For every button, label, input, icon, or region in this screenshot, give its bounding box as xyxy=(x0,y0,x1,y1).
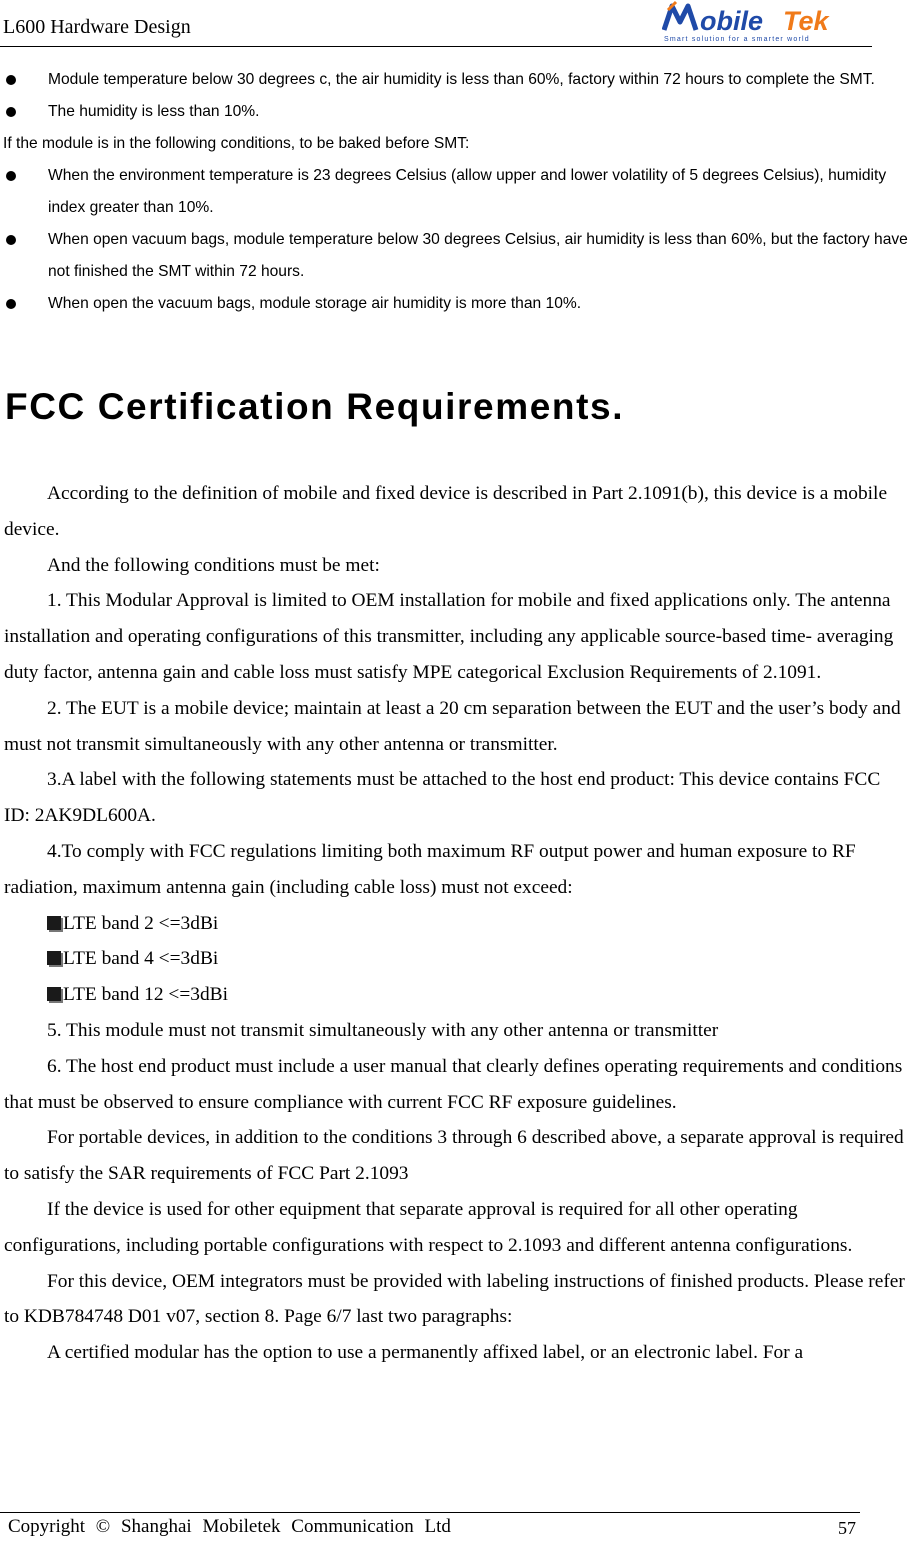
band-limit-item: LTE band 12 <=3dBi xyxy=(4,977,910,1013)
paragraph: For this device, OEM integrators must be provided with labeling instructions of finished products. Please refer to KDB784748 D01 v07, section 8. Page 6/7 last two paragraphs: xyxy=(4,1270,905,1328)
section-heading: FCC Certification Requirements. xyxy=(5,386,625,427)
paragraph: If the device is used for other equipment that separate approval is required for all other operating configurations, including portable configurations with respect to 2.1093 and different antenna configurations. xyxy=(4,1198,853,1256)
page-number: 57 xyxy=(838,1518,856,1538)
footer-copyright: Copyright © Shanghai Mobiletek Communication Ltd xyxy=(8,1516,451,1537)
bake-intro: If the module is in the following conditions, to be baked before SMT: xyxy=(3,135,470,152)
bullet-icon xyxy=(6,75,16,85)
mobiletek-logo xyxy=(662,0,868,44)
band-limit-item: LTE band 4 <=3dBi xyxy=(4,941,910,977)
bullet-icon xyxy=(6,299,16,309)
svg-text:obile: obile xyxy=(700,6,764,36)
list-item: The humidity is less than 10%. xyxy=(0,96,908,128)
paragraph: 5. This module must not transmit simultaneously with any other antenna or transmitter xyxy=(47,1019,719,1041)
list-item: Module temperature below 30 degrees c, the air humidity is less than 60%, factory within 72 hours to complete the SMT. xyxy=(0,64,908,96)
paragraph: A certified modular has the option to use a permanently affixed label, or an electronic label. For a xyxy=(47,1342,804,1364)
bullet-icon xyxy=(6,235,16,245)
bullet-icon xyxy=(6,171,16,181)
paragraph: 4.To comply with FCC regulations limiting both maximum RF output power and human exposure to RF radiation, maximum antenna gain (including cable loss) must not exceed: xyxy=(4,840,856,898)
page-header xyxy=(0,0,872,47)
footer-divider xyxy=(0,1512,860,1513)
bullet-icon xyxy=(6,107,16,117)
band-limit-item: LTE band 2 <=3dBi xyxy=(4,906,910,942)
paragraph: 3.A label with the following statements must be attached to the host end product: This device contains FCC ID: 2AK9DL600A. xyxy=(4,769,881,827)
paragraph: 2. The EUT is a mobile device; maintain at least a 20 cm separation between the EUT and the user’s body and must not transmit simultaneously with any other antenna or transmitter. xyxy=(4,697,901,755)
paragraph: 6. The host end product must include a user manual that clearly defines operating requirements and conditions that must be observed to ensure compliance with current FCC RF exposure guidelines. xyxy=(4,1055,903,1113)
svg-text:Tek: Tek xyxy=(783,6,829,36)
smt-conditions xyxy=(0,64,910,320)
paragraph: And the following conditions must be met: xyxy=(47,554,380,576)
list-item: When open vacuum bags, module temperature below 30 degrees Celsius, air humidity is less than 60%, but the factory have not finished the SMT within 72 hours. xyxy=(0,224,908,288)
fcc-body xyxy=(4,476,910,1371)
checkbox-icon xyxy=(47,987,61,1001)
paragraph: For portable devices, in addition to the conditions 3 through 6 described above, a separate approval is required to satisfy the SAR requirements of FCC Part 2.1093 xyxy=(4,1127,904,1185)
checkbox-icon xyxy=(47,916,61,930)
list-item: When the environment temperature is 23 degrees Celsius (allow upper and lower volatility of 5 degrees Celsius), humidity index greater than 10%. xyxy=(0,160,908,224)
paragraph: 1. This Modular Approval is limited to OEM installation for mobile and fixed applications only. The antenna installation and operating configurations of this transmitter, including any applicable source-based time- averaging duty factor, antenna gain and cable loss must satisfy MPE categorical Exclusion Requirements of 2.1091. xyxy=(4,590,894,683)
document-title: L600 Hardware Design xyxy=(3,16,191,38)
list-item: When open the vacuum bags, module storage air humidity is more than 10%. xyxy=(0,288,908,320)
paragraph: According to the definition of mobile and fixed device is described in Part 2.1091(b), this device is a mobile device. xyxy=(4,483,888,540)
checkbox-icon xyxy=(47,951,61,965)
svg-text:Smart solution for a smarter w: Smart solution for a smarter world xyxy=(664,36,810,43)
